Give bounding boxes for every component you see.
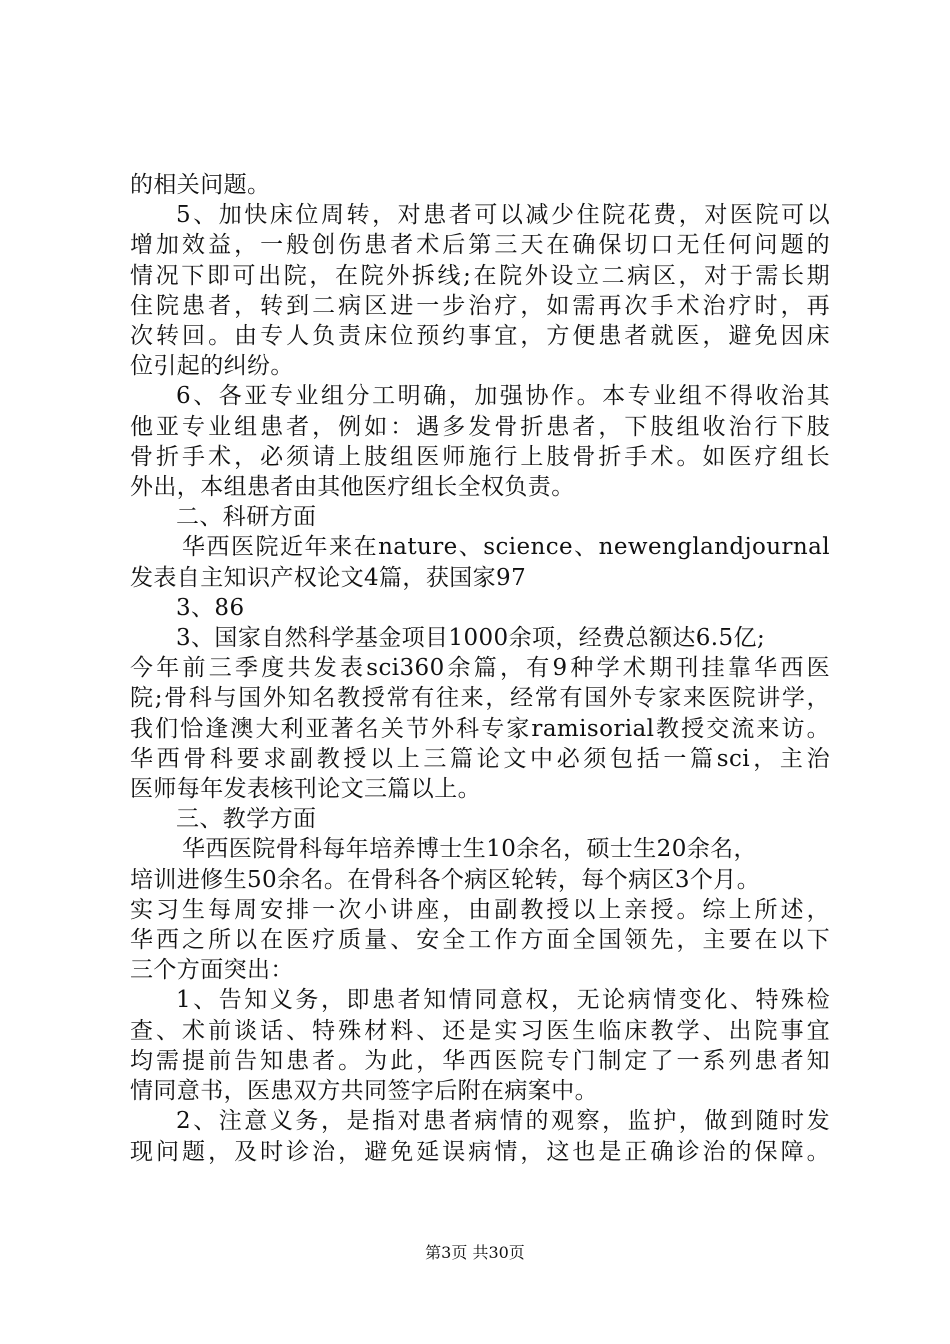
- text-line: 培训进修生50余名。在骨科各个病区轮转，每个病区3个月。: [130, 866, 761, 893]
- section-heading: 三、教学方面: [176, 806, 317, 833]
- page-number-footer: 第3页 共30页: [425, 1243, 525, 1262]
- text-line: 外出，本组患者由其他医疗组长全权负责。: [130, 474, 575, 501]
- text-line: 医师每年发表核刊论文三篇以上。: [130, 776, 481, 803]
- text-line: 华西医院近年来在nature、science、newenglandjournal: [182, 534, 830, 561]
- text-line: 2、注意义务，是指对患者病情的观察，监护，做到随时发: [176, 1108, 830, 1135]
- text-line: 华西骨科要求副教授以上三篇论文中必须包括一篇sci，主治: [130, 745, 830, 772]
- text-line: 情况下即可出院，在院外拆线;在院外设立二病区，对于需长期: [130, 262, 830, 289]
- text-line: 5、加快床位周转，对患者可以减少住院花费，对医院可以: [176, 202, 830, 229]
- text-line: 院;骨科与国外知名教授常有往来，经常有国外专家来医院讲学，: [130, 685, 830, 712]
- text-line: 位引起的纠纷。: [130, 353, 294, 380]
- document-body: [130, 170, 830, 1167]
- text-line: 他亚专业组患者，例如：遇多发骨折患者，下肢组收治行下肢: [130, 413, 830, 440]
- text-line: 1、告知义务，即患者知情同意权，无论病情变化、特殊检: [176, 987, 830, 1014]
- text-line: 的相关问题。: [130, 172, 271, 198]
- text-line: 3、国家自然科学基金项目1000余项，经费总额达6.5亿;: [176, 625, 766, 652]
- text-line: 现问题，及时诊治，避免延误病情，这也是正确诊治的保障。: [130, 1138, 830, 1165]
- text-line: 查、术前谈话、特殊材料、还是实习医生临床教学、出院事宜: [130, 1017, 830, 1044]
- text-line: 华西医院骨科每年培养博士生10余名，硕士生20余名，: [182, 836, 757, 863]
- text-line: 增加效益，一般创伤患者术后第三天在确保切口无任何问题的: [130, 232, 830, 259]
- text-line: 3、86: [176, 594, 245, 621]
- text-line: 次转回。由专人负责床位预约事宜，方便患者就医，避免因床: [130, 323, 830, 350]
- text-line: 发表自主知识产权论文4篇，获国家97: [130, 564, 527, 591]
- text-line: 三个方面突出：: [130, 957, 294, 984]
- text-line: 6、各亚专业组分工明确，加强协作。本专业组不得收治其: [176, 383, 830, 410]
- text-line: 住院患者，转到二病区进一步治疗，如需再次手术治疗时，再: [130, 292, 830, 319]
- section-heading: 二、科研方面: [176, 504, 317, 531]
- text-line: 我们恰逢澳大利亚著名关节外科专家ramisorial教授交流来访。: [130, 715, 830, 742]
- text-line: 实习生每周安排一次小讲座，由副教授以上亲授。综上所述，: [130, 896, 830, 923]
- text-line: 今年前三季度共发表sci360余篇，有9种学术期刊挂靠华西医: [130, 655, 830, 682]
- text-line: 骨折手术，必须请上肢组医师施行上肢骨折手术。如医疗组长: [130, 443, 830, 470]
- text-line: 均需提前告知患者。为此，华西医院专门制定了一系列患者知: [130, 1047, 830, 1074]
- text-line: 情同意书，医患双方共同签字后附在病案中。: [130, 1078, 598, 1105]
- text-line: 华西之所以在医疗质量、安全工作方面全国领先，主要在以下: [130, 927, 830, 954]
